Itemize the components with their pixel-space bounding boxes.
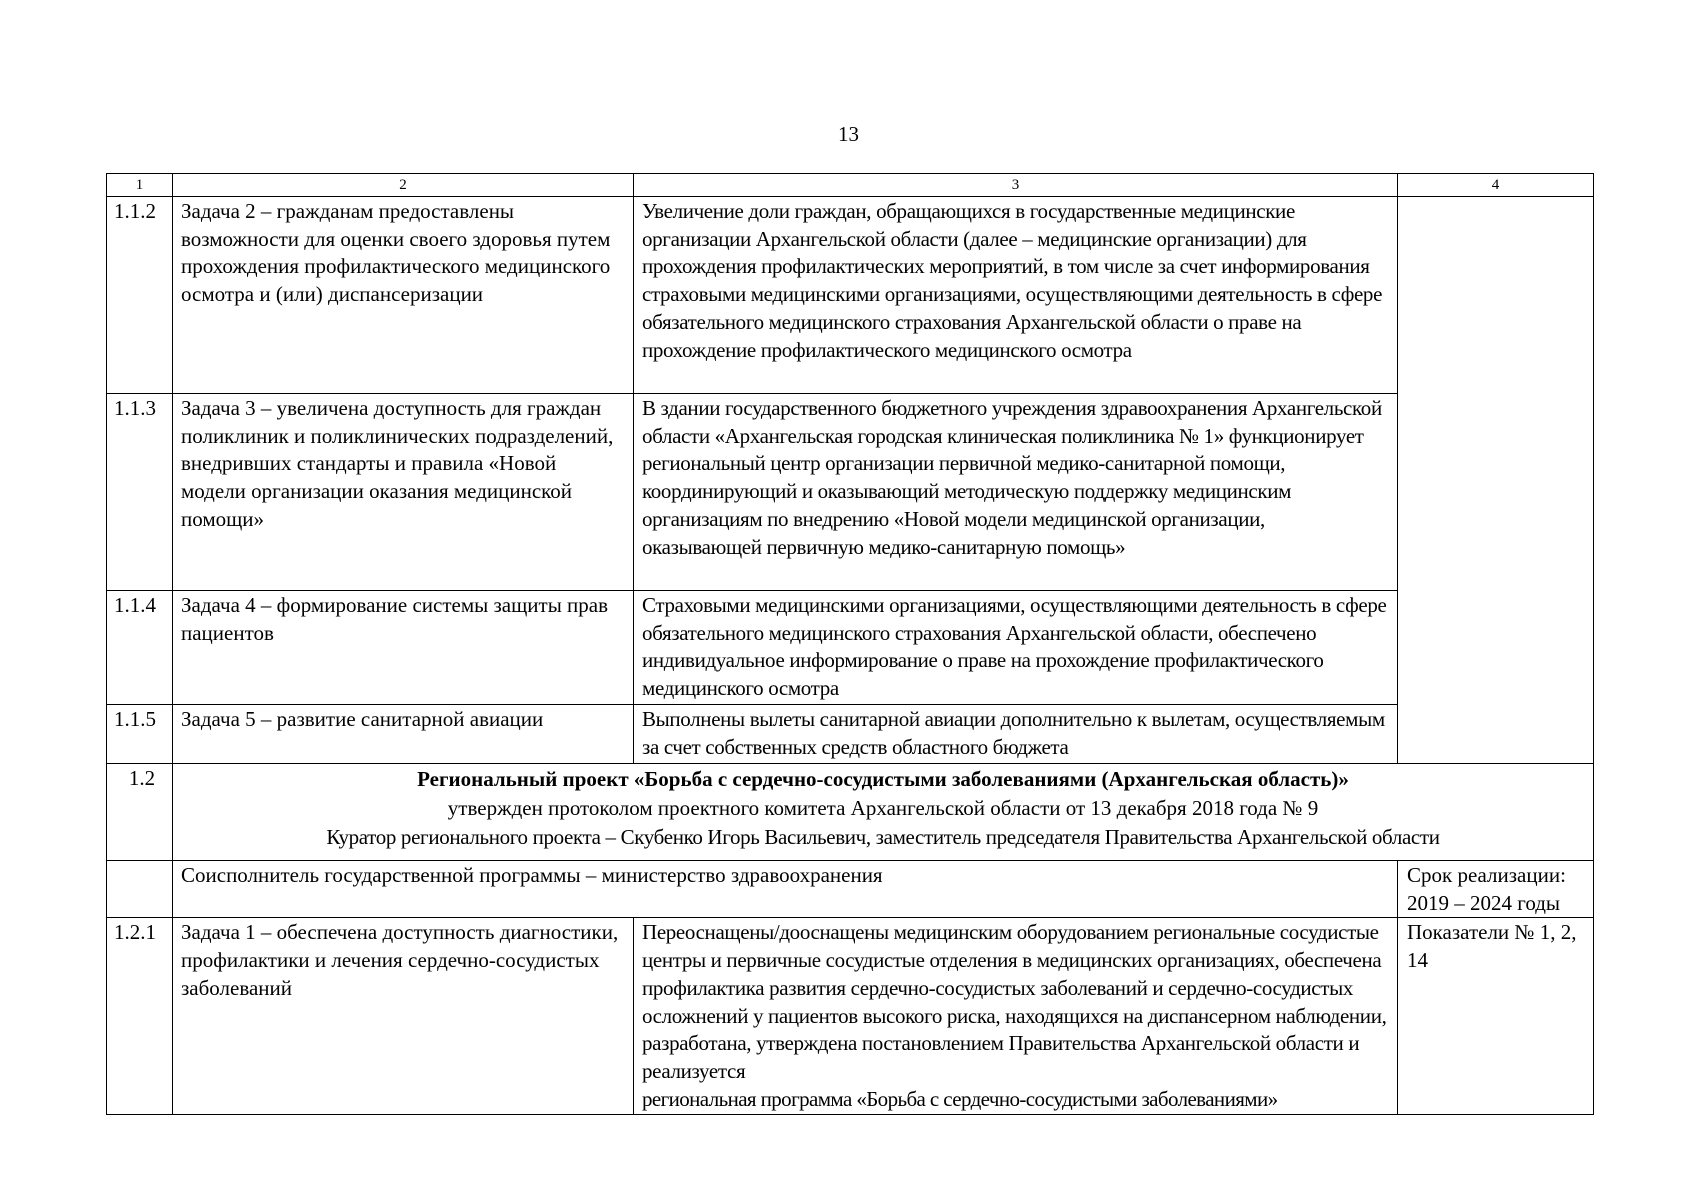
- coexecutor-row: [107, 861, 1594, 918]
- row-number: 1.2.1: [107, 918, 173, 1115]
- row-number: 1.1.2: [107, 197, 173, 394]
- row-number: 1.1.4: [107, 591, 173, 705]
- table-row: [107, 394, 1594, 591]
- column-number: 1: [107, 174, 173, 197]
- page-number: 13: [838, 122, 859, 146]
- result-cell: В здании государственного бюджетного учреждения здравоохранения Архангельской области «Архангельская городская клиническая поликлиника № 1» функционирует региональный центр организации первичной медико-санитарной помощи, координирующий и оказывающий методическую поддержку медицинским организациям по внедрению «Новой модели медицинской организации, оказывающей первичную медико-санитарную помощь»: [634, 394, 1398, 591]
- term-cell: [1398, 861, 1594, 918]
- coexecutor-cell: Соисполнитель государственной программы – министерство здравоохранения: [173, 861, 1398, 918]
- table-row: [107, 197, 1594, 394]
- indicator-cell: [1398, 197, 1594, 764]
- task-cell: Задача 4 – формирование системы защиты прав пациентов: [173, 591, 634, 705]
- column-number: 3: [634, 174, 1398, 197]
- project-title: Региональный проект «Борьба с сердечно-сосудистыми заболеваниями (Архангельская область)»: [417, 767, 1349, 791]
- empty-number-cell: [107, 861, 173, 918]
- table-row: [107, 705, 1594, 764]
- task-cell: Задача 5 – развитие санитарной авиации: [173, 705, 634, 764]
- project-curator: Куратор регионального проекта – Скубенко Игорь Васильевич, заместитель председателя Правительства Архангельской области: [326, 825, 1440, 849]
- column-number-row: [107, 174, 1594, 197]
- table-row: [107, 591, 1594, 705]
- result-text: Переоснащены/дооснащены медицинским оборудованием региональные сосудистые центры и первичные сосудистые отделения в медицинских организациях, обеспечена профилактика развития сердечно-сосудистых заболеваний и сердечно-сосудистых осложнений у пациентов высокого риска, находящихся на диспансерном наблюдении, разработана, утверждена постановлением Правительства Архангельской области и реализуется: [642, 920, 1387, 1083]
- term-label: Срок реализации:: [1407, 863, 1566, 887]
- result-cell: Увеличение доли граждан, обращающихся в государственные медицинские организации Архангельской области (далее – медицинские организации) для прохождения профилактических мероприятий, в том числе за счет информирования страховыми медицинскими организациями, осуществляющими деятельность в сфере обязательного медицинского страхования Архангельской области о праве на прохождение профилактического медицинского осмотра: [634, 197, 1398, 394]
- row-number: 1.1.5: [107, 705, 173, 764]
- result-cell: Выполнены вылеты санитарной авиации дополнительно к вылетам, осуществляемым за счет собственных средств областного бюджета: [634, 705, 1398, 764]
- row-number: 1.1.3: [107, 394, 173, 591]
- row-number: 1.2: [107, 764, 173, 861]
- task-cell: Задача 2 – гражданам предоставлены возможности для оценки своего здоровья путем прохождения профилактического медицинского осмотра и (или) диспансеризации: [173, 197, 634, 394]
- term-value: 2019 – 2024 годы: [1407, 890, 1561, 915]
- result-text-last-line: региональная программа «Борьба с сердечно-сосудистыми заболеваниями»: [642, 1086, 1278, 1111]
- project-approval: утвержден протоколом проектного комитета Архангельской области от 13 декабря 2018 года № 9: [447, 796, 1319, 820]
- column-number: 2: [173, 174, 634, 197]
- column-number: 4: [1398, 174, 1594, 197]
- measures-table: [106, 173, 1594, 1115]
- project-header-cell: [173, 764, 1594, 861]
- project-row: [107, 764, 1594, 861]
- indicator-cell: Показатели № 1, 2, 14: [1398, 918, 1594, 1115]
- task-cell: Задача 3 – увеличена доступность для граждан поликлиник и поликлинических подразделений, внедривших стандарты и правила «Новой модели организации оказания медицинской помощи»: [173, 394, 634, 591]
- result-cell: [634, 918, 1398, 1115]
- table-row: [107, 918, 1594, 1115]
- result-cell: Страховыми медицинскими организациями, осуществляющими деятельность в сфере обязательного медицинского страхования Архангельской области, обеспечено индивидуальное информирование о праве на прохождение профилактического медицинского осмотра: [634, 591, 1398, 705]
- task-cell: Задача 1 – обеспечена доступность диагностики, профилактики и лечения сердечно-сосудистых заболеваний: [173, 918, 634, 1115]
